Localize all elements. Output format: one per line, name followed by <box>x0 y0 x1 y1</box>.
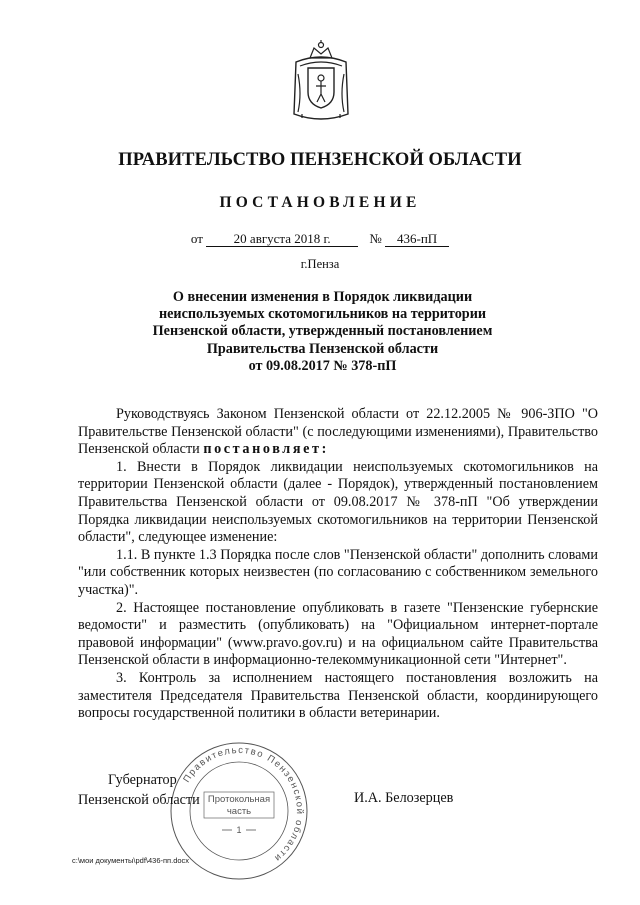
paragraph-1: 1. Внести в Порядок ликвидации неиспользуемых скотомогильников на территории Пензенской области (далее - Порядок), утвержденный постановлением Правительства Пензенской области от 09.08.2017 № 378-пП "Об утверждении Порядка ликвидации неиспользуемых скотомогильников на территории Пензенской области", следующее изменение: <box>78 458 598 546</box>
signature-position <box>78 770 228 810</box>
heading-line: Правительства Пензенской области <box>206 340 439 357</box>
heading-line: неиспользуемых скотомогильников на территории <box>158 306 487 323</box>
document-heading <box>130 289 515 375</box>
paragraph-3: 3. Контроль за исполнением настоящего постановления возложить на заместителя Председателя Правительства Пензенской области, координирующего вопросы государственной политики в области ветеринарии. <box>78 669 598 722</box>
city: г.Пенза <box>300 257 340 271</box>
intro-paragraph <box>78 406 598 459</box>
stamp-center-line2: часть <box>226 806 252 817</box>
stamp-center-line1: Протокольная <box>207 794 271 805</box>
position-line-2: Пензенской области <box>78 792 200 808</box>
position-line-1: Губернатор <box>108 772 177 788</box>
paragraph-2: 2. Настоящее постановление опубликовать в газете "Пензенские губернские ведомости" и разместить (опубликовать) на "Официальном интернет-портале правовой информации" (www.pravo.gov.ru) и на официальном сайте Правительства Пензенской области в информационно-телекоммуникационной сети "Интернет". <box>78 599 598 669</box>
government-title: ПРАВИТЕЛЬСТВО ПЕНЗЕНСКОЙ ОБЛАСТИ <box>118 150 522 170</box>
paragraph-1-1: 1.1. В пункте 1.3 Порядка после слов "Пензенской области" дополнить словами "или собственник которых неизвестен (по согласованию с собственником земельного участка)". <box>78 546 598 598</box>
decree-keyword: постановляет: <box>203 441 329 458</box>
heading-line: Пензенской области, утвержденный постановлением <box>152 323 493 340</box>
signatory-name: И.А. Белозерцев <box>354 790 454 806</box>
document-number: 436-пП <box>385 232 449 247</box>
stamp-number: 1 <box>236 825 242 835</box>
coat-of-arms-emblem <box>290 40 352 122</box>
number-prefix: № <box>369 231 382 246</box>
document-type: ПОСТАНОВЛЕНИЕ <box>219 194 421 211</box>
stamp-ring-text: Правительство Пензенской области <box>181 744 306 865</box>
intro-text: Руководствуясь Законом Пензенской области от 22.12.2005 № 906-ЗПО "О Правительстве Пензенской области" (с последующими изменениями), Правительство Пензенской области <box>78 406 598 458</box>
date-prefix: от <box>190 231 203 246</box>
file-path-footer: c:\мои документы\pdf\436-пп.docx <box>72 856 190 865</box>
heading-line: О внесении изменения в Порядок ликвидации <box>172 289 473 305</box>
document-body <box>78 406 598 723</box>
date-number-line <box>0 231 640 247</box>
document-date: 20 августа 2018 г. <box>206 232 358 247</box>
official-stamp <box>168 740 310 882</box>
heading-line: от 09.08.2017 № 378-пП <box>248 357 397 374</box>
